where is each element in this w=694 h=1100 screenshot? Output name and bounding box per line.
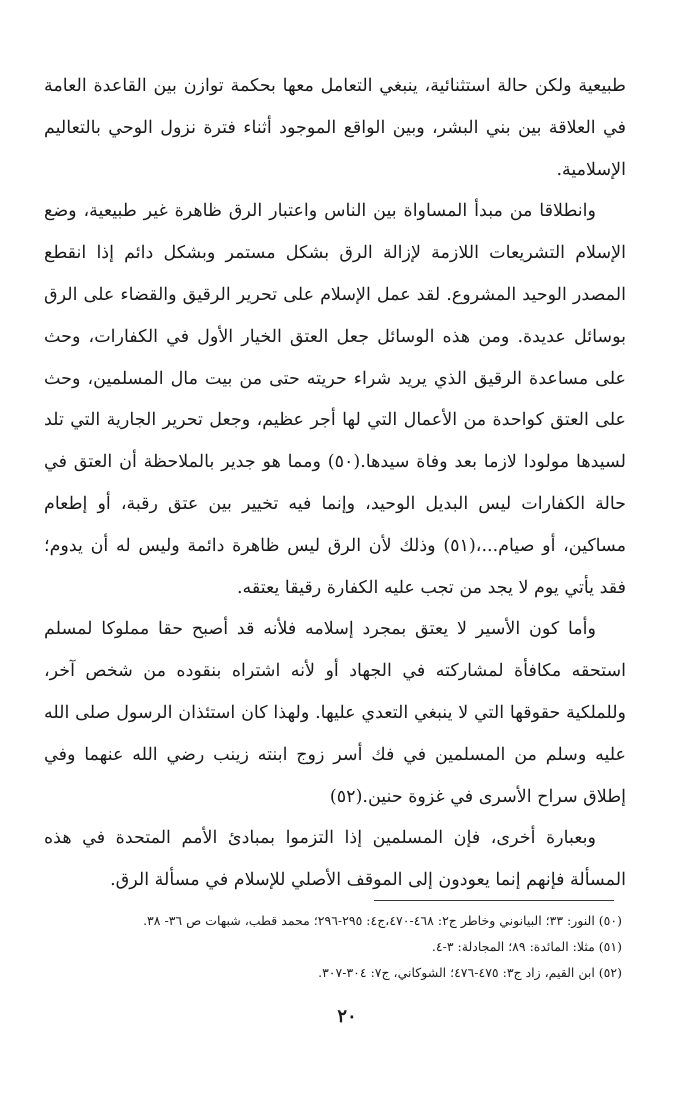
footnote-51: (٥١) مثلا: المائدة: ٨٩؛ المجادلة: ٣-٤. — [431, 939, 622, 954]
paragraph-captives: وأما كون الأسير لا يعتق بمجرد إسلامه فلأنه قد أصبح حقا مملوكا لمسلم استحقه مكافأة لمشاركته في الجهاد أو لأنه اشتراه بنقوده من شخص آخر، وللملكية حقوقها التي لا ينبغي التعدي عليها. ولهذا كان استئذان الرسول صلى الله عليه وسلم من المسلمين في فك أسر زوج ابنته زينب رضي الله عنهما وفي إطلاق سراح الأسرى في غزوة حنين.(٥٢) — [44, 619, 626, 807]
page-number: ٢٠ — [337, 1006, 357, 1027]
footnotes — [90, 908, 622, 986]
body-text — [44, 66, 626, 902]
paragraph-conclusion: وبعبارة أخرى، فإن المسلمين إذا التزموا بمبادئ الأمم المتحدة في هذه المسألة فإنهم إنما يعودون إلى الموقف الأصلي للإسلام في مسألة الرق. — [44, 828, 626, 891]
footnote-separator — [374, 900, 614, 901]
footnote-50: (٥٠) النور: ٣٣؛ البيانوني وخاطر ج٢: ٤٦٨-٤٧٠،ج٤: ٢٩٥-٢٩٦؛ محمد قطب، شبهات ص ٣٦- ٣٨. — [143, 913, 622, 928]
paragraph-abolition-measures: وانطلاقا من مبدأ المساواة بين الناس واعتبار الرق ظاهرة غير طبيعية، وضع الإسلام التشريعات اللازمة لإزالة الرق بشكل مستمر وبشكل دائم إذا انقطع المصدر الوحيد المشروع. لقد عمل الإسلام على تحرير الرقيق والقضاء على الرق بوسائل عديدة. ومن هذه الوسائل جعل العتق الخيار الأول في الكفارات، وحث على مساعدة الرقيق الذي يريد شراء حريته حتى من بيت مال المسلمين، وحث على العتق كواحدة من الأعمال التي لها أجر عظيم، وجعل تحرير الجارية التي تلد لسيدها مولودا لازما بعد وفاة سيدها.(٥٠) ومما هو جدير بالملاحظة أن العتق في حالة الكفارات ليس البديل الوحيد، وإنما فيه تخيير بين عتق رقبة، أو إطعام مساكين، أو صيام...،(٥١) وذلك لأن الرق ليس ظاهرة دائمة وليس له أن يدوم؛ فقد يأتي يوم لا يجد من تجب عليه الكفارة رقيقا يعتقه. — [44, 201, 627, 598]
paragraph-continued: طبيعية ولكن حالة استثنائية، ينبغي التعامل معها بحكمة توازن بين القاعدة العامة في العلاقة بين بني البشر، وبين الواقع الموجود أثناء فترة نزول الوحي بالتعاليم الإسلامية. — [44, 76, 626, 180]
footnote-52: (٥٢) ابن القيم، زاد ج٣: ٤٧٥-٤٧٦؛ الشوكاني، ج٧: ٣٠٤-٣٠٧. — [318, 965, 622, 980]
